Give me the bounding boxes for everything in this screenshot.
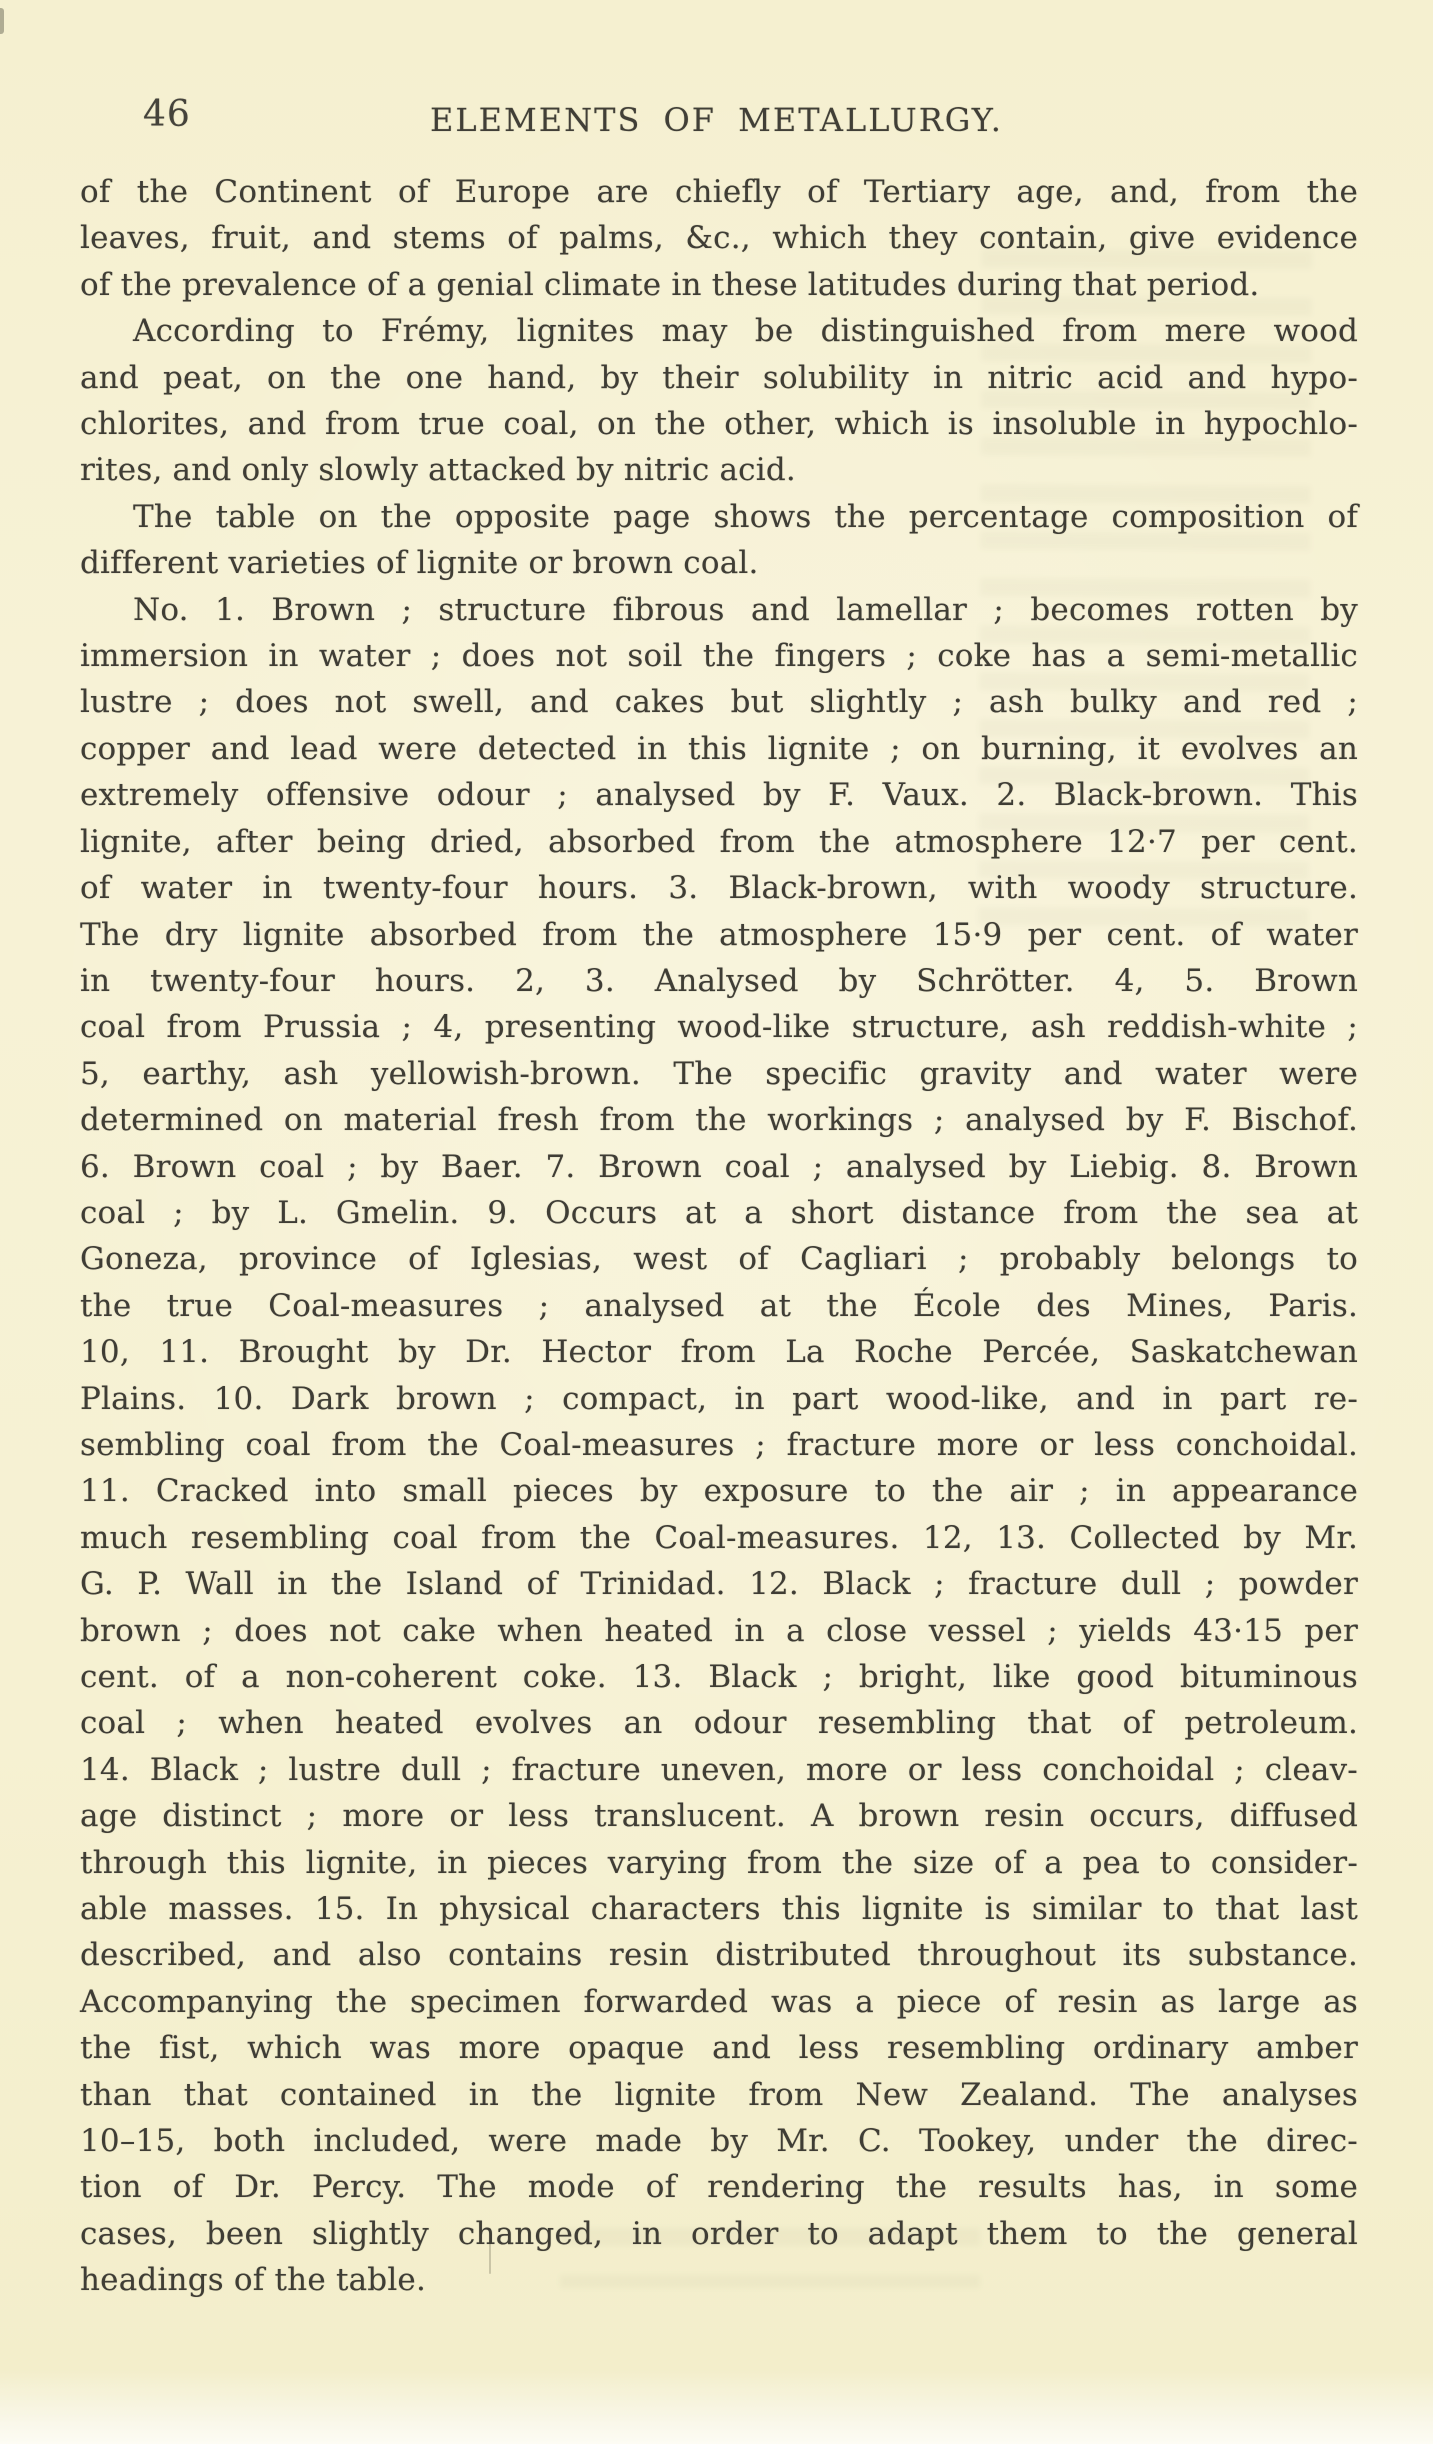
text-line: 14. Black ; lustre dull ; fracture uneven, more or less conchoidal ; cleav- [80,1751,1358,1788]
text-line: extremely offensive odour ; analysed by F. Vaux. 2. Black-brown. This [80,777,1358,814]
text-line: brown ; does not cake when heated in a close vessel ; yields 43·15 per [80,1612,1358,1649]
text-line: the true Coal-measures ; analysed at the École des Mines, Paris. [80,1287,1358,1324]
text-line: coal ; when heated evolves an odour resembling that of petroleum. [80,1705,1358,1742]
text-line: The table on the opposite page shows the percentage composition of [133,498,1358,535]
text-line: of the Continent of Europe are chiefly of Tertiary age, and, from the [80,174,1358,210]
text-line: determined on material fresh from the workings ; analysed by F. Bischof. [80,1102,1358,1139]
text-line: cases, been slightly changed, in order to adapt them to the general [80,2215,1358,2252]
text-line: Plains. 10. Dark brown ; compact, in part wood-like, and in part re- [80,1380,1358,1417]
text-line: 6. Brown coal ; by Baer. 7. Brown coal ; analysed by Liebig. 8. Brown [80,1148,1358,1185]
text-line: of water in twenty-four hours. 3. Black-brown, with woody structure. [80,870,1358,907]
text-line: 11. Cracked into small pieces by exposure to the air ; in appearance [80,1473,1358,1510]
text-line: tion of Dr. Percy. The mode of rendering the results has, in some [80,2169,1358,2206]
text-line: The dry lignite absorbed from the atmosphere 15·9 per cent. of water [80,916,1358,953]
text-line: chlorites, and from true coal, on the other, which is insoluble in hypochlo- [80,406,1358,443]
scan-edge-artifact [0,8,4,34]
text-line: headings of the table. [80,2262,427,2299]
page-number: 46 [143,94,191,135]
text-line: coal from Prussia ; 4, presenting wood-like structure, ash reddish-white ; [80,1009,1358,1046]
text-line: coal ; by L. Gmelin. 9. Occurs at a short distance from the sea at [80,1194,1358,1231]
text-line: age distinct ; more or less translucent. A brown resin occurs, diffused [80,1798,1358,1835]
text-line: No. 1. Brown ; structure fibrous and lamellar ; becomes rotten by [133,591,1358,628]
running-title: ELEMENTS OF METALLURGY. [430,101,1003,139]
text-line: in twenty-four hours. 2, 3. Analysed by Schrötter. 4, 5. Brown [80,962,1358,999]
text-line: able masses. 15. In physical characters this lignite is similar to that last [80,1891,1358,1928]
text-line: much resembling coal from the Coal-measures. 12, 13. Collected by Mr. [80,1519,1358,1556]
text-line: rites, and only slowly attacked by nitric acid. [80,452,796,489]
text-line: 10, 11. Brought by Dr. Hector from La Roche Percée, Saskatchewan [80,1334,1358,1371]
text-line: of the prevalence of a genial climate in these latitudes during that period. [80,266,1260,303]
text-line: copper and lead were detected in this lignite ; on burning, it evolves an [80,730,1358,767]
body-text [80,169,1358,2304]
text-line: lustre ; does not swell, and cakes but slightly ; ash bulky and red ; [80,684,1358,721]
text-line: sembling coal from the Coal-measures ; fracture more or less conchoidal. [80,1426,1358,1463]
text-line: described, and also contains resin distributed throughout its substance. [80,1937,1358,1974]
text-line: 5, earthy, ash yellowish-brown. The specific gravity and water were [80,1055,1358,1092]
text-line: the fist, which was more opaque and less resembling ordinary amber [80,2030,1358,2067]
text-line: According to Frémy, lignites may be distinguished from mere wood [133,313,1358,350]
text-line: than that contained in the lignite from New Zealand. The analyses [80,2076,1358,2113]
text-line: Goneza, province of Iglesias, west of Cagliari ; probably belongs to [80,1241,1358,1278]
text-line: lignite, after being dried, absorbed from the atmosphere 12·7 per cent. [80,823,1358,860]
text-line: immersion in water ; does not soil the fingers ; coke has a semi-metallic [80,638,1358,675]
text-line: 10–15, both included, were made by Mr. C. Tookey, under the direc- [80,2123,1358,2160]
text-line: different varieties of lignite or brown coal. [80,545,759,582]
text-line: leaves, fruit, and stems of palms, &c., which they contain, give evidence [80,220,1358,257]
text-line: cent. of a non-coherent coke. 13. Black ; bright, like good bituminous [80,1659,1358,1695]
text-line: G. P. Wall in the Island of Trinidad. 12. Black ; fracture dull ; powder [80,1566,1358,1603]
text-line: Accompanying the specimen forwarded was a piece of resin as large as [80,1983,1358,2020]
text-line: through this lignite, in pieces varying from the size of a pea to consider- [80,1844,1358,1881]
text-line: and peat, on the one hand, by their solubility in nitric acid and hypo- [80,359,1358,396]
